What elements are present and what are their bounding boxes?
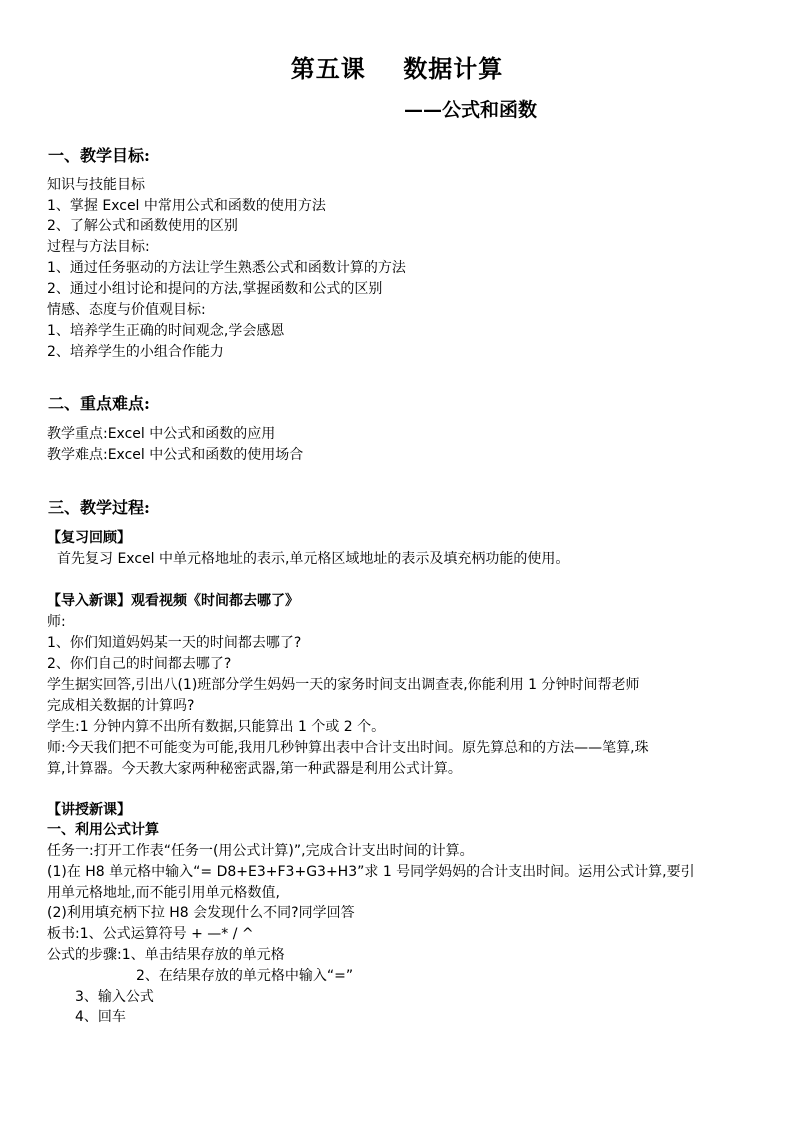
intro-line: 算,计算器。今天教大家两种秘密武器,第一种武器是利用公式计算。 (47, 761, 462, 777)
intro-line: 1、你们知道妈妈某一天的时间都去哪了? (47, 635, 302, 651)
lecture-heading: 【讲授新课】 (47, 802, 131, 818)
review-text: 首先复习 Excel 中单元格地址的表示,单元格区域地址的表示及填充柄功能的使用。 (57, 551, 570, 567)
intro-line: 完成相关数据的计算吗? (47, 698, 195, 714)
section-heading-objectives: 一、教学目标: (48, 146, 150, 165)
lecture-subheading: 一、利用公式计算 (47, 822, 159, 838)
intro-line: 学生据实回答,引出八(1)班部分学生妈妈一天的家务时间支出调查表,你能利用 1 分钟时间帮老师 (47, 677, 640, 693)
objective-line: 2、了解公式和函数使用的区别 (47, 218, 238, 234)
key-point-line: 教学重点:Excel 中公式和函数的应用 (47, 426, 276, 442)
lecture-line: 任务一:打开工作表“任务一(用公式计算)”,完成合计支出时间的计算。 (47, 843, 474, 859)
lecture-line: 2、在结果存放的单元格中输入“=” (136, 968, 354, 984)
review-heading: 【复习回顾】 (47, 530, 131, 546)
objective-line: 1、掌握 Excel 中常用公式和函数的使用方法 (47, 198, 326, 214)
lecture-line: 4、回车 (75, 1009, 126, 1025)
intro-line: 师:今天我们把不可能变为可能,我用几秒钟算出表中合计支出时间。原先算总和的方法——笔算,珠 (47, 740, 649, 756)
objective-line: 情感、态度与价值观目标: (47, 302, 206, 318)
objective-line: 2、通过小组讨论和提问的方法,掌握函数和公式的区别 (47, 281, 383, 297)
intro-line: 师: (47, 614, 66, 630)
section-heading-process: 三、教学过程: (48, 498, 150, 517)
lecture-line: 用单元格地址,而不能引用单元格数值, (47, 885, 280, 901)
lecture-line: 公式的步骤:1、单击结果存放的单元格 (47, 947, 285, 963)
objective-line: 过程与方法目标: (47, 239, 150, 255)
section-heading-key-points: 二、重点难点: (48, 394, 150, 413)
objective-line: 2、培养学生的小组合作能力 (47, 344, 224, 360)
intro-heading: 【导入新课】观看视频《时间都去哪了》 (47, 593, 299, 609)
page-title: 第五课 数据计算 (290, 54, 504, 83)
lecture-line: 3、输入公式 (75, 989, 154, 1005)
objective-line: 1、通过任务驱动的方法让学生熟悉公式和函数计算的方法 (47, 260, 406, 276)
key-point-line: 教学难点:Excel 中公式和函数的使用场合 (47, 447, 304, 463)
intro-line: 2、你们自己的时间都去哪了? (47, 656, 232, 672)
page-subtitle: ——公式和函数 (404, 99, 538, 121)
lecture-line: (2)利用填充柄下拉 H8 会发现什么不同?同学回答 (47, 905, 355, 921)
objective-line: 1、培养学生正确的时间观念,学会感恩 (47, 323, 285, 339)
intro-line: 学生:1 分钟内算不出所有数据,只能算出 1 个或 2 个。 (47, 719, 386, 735)
lecture-line: (1)在 H8 单元格中输入“= D8+E3+F3+G3+H3”求 1 号同学妈妈的合计支出时间。运用公式计算,要引 (47, 864, 695, 880)
lecture-line: 板书:1、公式运算符号 + —* / ^ (47, 926, 254, 942)
objective-line: 知识与技能目标 (47, 177, 145, 193)
